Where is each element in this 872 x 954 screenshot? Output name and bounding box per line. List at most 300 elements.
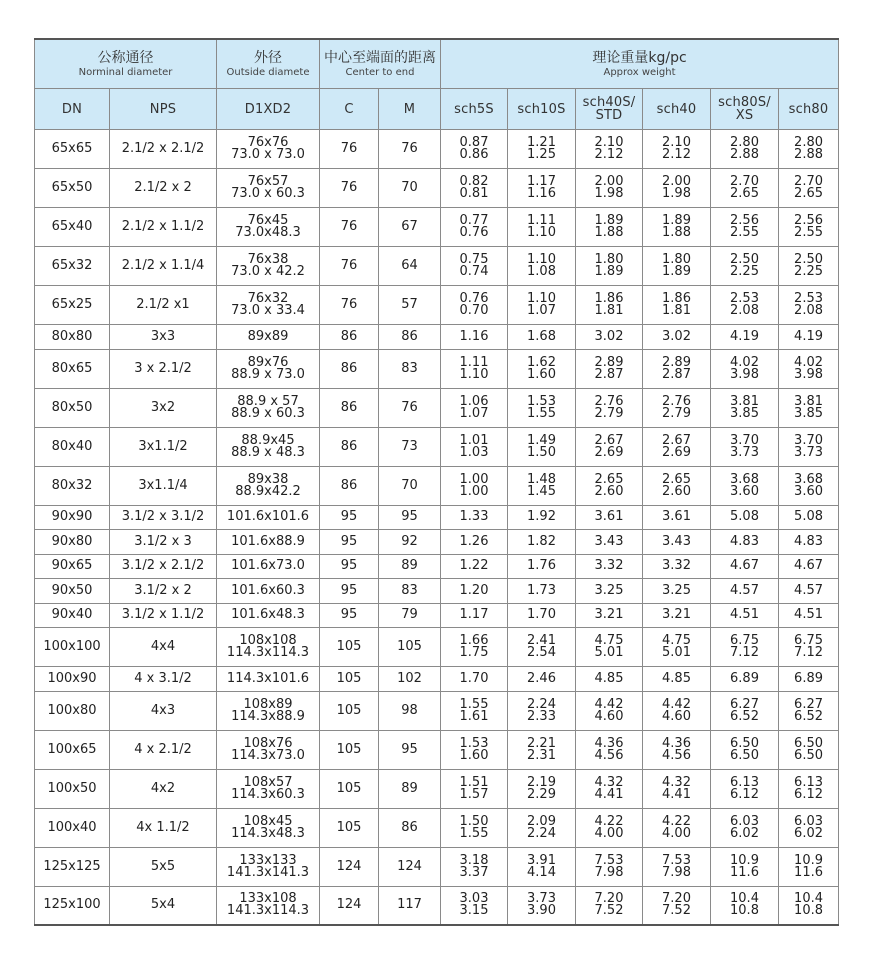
cell-sch40s bbox=[576, 169, 643, 208]
cell-d1xd2-line2: 88.9 x 60.3 bbox=[231, 405, 305, 421]
col-m: M bbox=[379, 89, 441, 130]
cell-sch80-line1: 2.50 bbox=[794, 252, 823, 267]
cell-sch80-line2: 11.6 bbox=[794, 864, 823, 880]
cell-sch40 bbox=[643, 325, 711, 350]
cell-sch5s bbox=[441, 247, 508, 286]
cell-sch80s bbox=[711, 554, 779, 579]
cell-dn-line1: 90x80 bbox=[51, 533, 93, 549]
cell-sch80s bbox=[711, 667, 779, 692]
cell-d1xd2-line2: 73.0 x 33.4 bbox=[231, 303, 305, 318]
cell-sch40s-line2: 2.12 bbox=[594, 147, 624, 162]
cell-dn-line1: 65x50 bbox=[51, 180, 93, 195]
cell-sch5s-line1: 1.26 bbox=[459, 533, 489, 549]
cell-sch40s-line2: 7.98 bbox=[594, 864, 624, 880]
cell-m bbox=[379, 530, 441, 555]
cell-m-line1: 89 bbox=[401, 780, 418, 796]
cell-sch80s-line1: 2.80 bbox=[730, 135, 759, 150]
cell-sch40s-line1: 2.67 bbox=[594, 432, 624, 448]
cell-sch40-line1: 3.21 bbox=[662, 607, 691, 623]
cell-sch40-line2: 2.69 bbox=[662, 444, 691, 460]
table-row bbox=[35, 247, 839, 286]
cell-sch40 bbox=[643, 427, 711, 466]
cell-sch10s-line1: 2.19 bbox=[527, 774, 556, 790]
cell-d1xd2 bbox=[217, 554, 320, 579]
cell-c-line1: 95 bbox=[340, 607, 358, 623]
cell-c bbox=[320, 808, 379, 847]
col-std-label: STD bbox=[595, 108, 623, 123]
cell-sch40s-line1: 1.89 bbox=[594, 213, 624, 228]
cell-m bbox=[379, 847, 441, 886]
cell-sch80-line1: 2.56 bbox=[794, 213, 823, 228]
cell-sch10s bbox=[508, 388, 576, 427]
cell-sch80s-line1: 6.13 bbox=[730, 774, 759, 790]
cell-sch10s-line1: 1.82 bbox=[527, 533, 556, 549]
cell-m-line1: 102 bbox=[397, 670, 422, 686]
cell-sch40-line2: 4.41 bbox=[662, 786, 691, 802]
cell-c-line1: 95 bbox=[340, 558, 358, 574]
cell-sch80s-line1: 3.70 bbox=[730, 432, 759, 448]
cell-c-line1: 86 bbox=[340, 328, 358, 344]
cell-dn-line1: 80x40 bbox=[51, 438, 93, 454]
cell-sch40-line2: 7.52 bbox=[662, 903, 691, 919]
cell-sch80s bbox=[711, 247, 779, 286]
cell-d1xd2 bbox=[217, 530, 320, 555]
cell-d1xd2-line2: 114.3x114.3 bbox=[226, 645, 310, 660]
cell-sch40s bbox=[576, 603, 643, 628]
cell-nps-line1: 3.1/2 x 3.1/2 bbox=[121, 509, 205, 525]
cell-sch80s-line1: 10.4 bbox=[730, 891, 759, 907]
cell-sch80s-line2: 6.12 bbox=[730, 786, 759, 802]
table-row bbox=[35, 808, 839, 847]
cell-sch5s bbox=[441, 808, 508, 847]
cell-c-line1: 105 bbox=[336, 639, 362, 654]
cell-dn-line1: 80x65 bbox=[51, 360, 93, 376]
cell-sch80s-line1: 6.50 bbox=[730, 735, 759, 751]
cell-nps-line1: 2.1/2 x 2 bbox=[134, 180, 192, 195]
cell-d1xd2 bbox=[217, 388, 320, 427]
cell-m-line1: 70 bbox=[401, 180, 418, 195]
cell-sch10s bbox=[508, 325, 576, 350]
cell-nps bbox=[110, 286, 217, 325]
cell-d1xd2-line1: 101.6x101.6 bbox=[226, 509, 310, 525]
cell-m bbox=[379, 505, 441, 530]
cell-sch5s-line1: 1.20 bbox=[459, 582, 489, 598]
col-sch80s-label: sch80S/ bbox=[718, 95, 771, 110]
cell-nps-line1: 4 x 3.1/2 bbox=[134, 670, 192, 686]
cell-sch80-line1: 6.75 bbox=[794, 633, 823, 648]
cell-nps-line1: 5x5 bbox=[150, 858, 176, 874]
cell-nps-line1: 3x2 bbox=[150, 399, 176, 415]
cell-sch80s bbox=[711, 388, 779, 427]
cell-sch80-line2: 2.25 bbox=[794, 264, 823, 279]
cell-sch80s bbox=[711, 886, 779, 925]
table-row bbox=[35, 208, 839, 247]
cell-sch80-line1: 4.02 bbox=[794, 354, 823, 370]
cell-nps bbox=[110, 427, 217, 466]
cell-dn bbox=[35, 169, 110, 208]
table-row bbox=[35, 847, 839, 886]
cell-sch80 bbox=[779, 349, 839, 388]
cell-sch80-line2: 6.12 bbox=[794, 786, 823, 802]
cell-d1xd2 bbox=[217, 427, 320, 466]
cell-sch40-line1: 4.36 bbox=[662, 735, 691, 751]
cell-sch80 bbox=[779, 667, 839, 692]
cell-sch5s bbox=[441, 349, 508, 388]
cell-m-line1: 79 bbox=[401, 607, 418, 623]
cell-d1xd2 bbox=[217, 691, 320, 730]
cell-sch40-line2: 4.00 bbox=[662, 825, 691, 841]
cell-sch10s-line2: 1.25 bbox=[527, 147, 556, 162]
cell-sch80s-line1: 2.53 bbox=[730, 291, 759, 306]
cell-sch5s bbox=[441, 667, 508, 692]
cell-m-line1: 73 bbox=[401, 438, 418, 454]
cell-sch40s-line1: 4.36 bbox=[594, 735, 624, 751]
cell-sch80-line1: 5.08 bbox=[794, 509, 823, 525]
cell-sch5s-line2: 0.70 bbox=[459, 303, 489, 318]
cell-c-line1: 86 bbox=[340, 399, 358, 415]
cell-sch80-line1: 4.19 bbox=[794, 328, 823, 344]
cell-sch40-line1: 4.32 bbox=[662, 774, 691, 790]
cell-sch40s-line1: 7.53 bbox=[594, 852, 624, 868]
cell-sch40s-line2: 4.60 bbox=[594, 708, 624, 724]
cell-sch80s bbox=[711, 730, 779, 769]
outside-diameter-header bbox=[217, 39, 320, 89]
cell-c-line1: 86 bbox=[340, 360, 358, 376]
outside-diameter-en: Outside diamete bbox=[226, 66, 310, 78]
cell-sch5s-line1: 1.22 bbox=[459, 558, 489, 574]
cell-m-line1: 105 bbox=[397, 639, 422, 654]
cell-sch40 bbox=[643, 667, 711, 692]
cell-sch5s-line1: 1.70 bbox=[459, 670, 489, 686]
cell-d1xd2 bbox=[217, 886, 320, 925]
cell-sch10s-line2: 2.31 bbox=[527, 747, 556, 763]
table-row bbox=[35, 286, 839, 325]
table-row bbox=[35, 130, 839, 169]
cell-c-line1: 124 bbox=[336, 858, 362, 874]
cell-sch40-line1: 3.02 bbox=[662, 328, 691, 344]
table-row bbox=[35, 427, 839, 466]
table-row bbox=[35, 349, 839, 388]
cell-dn bbox=[35, 466, 110, 505]
cell-m-line1: 92 bbox=[401, 533, 418, 549]
cell-nps-line1: 3x1.1/2 bbox=[138, 438, 188, 454]
cell-sch40-line1: 3.32 bbox=[662, 558, 691, 574]
cell-nps-line1: 5x4 bbox=[150, 897, 176, 913]
cell-dn-line1: 90x90 bbox=[51, 509, 93, 525]
cell-sch40 bbox=[643, 530, 711, 555]
cell-sch80s-line2: 3.73 bbox=[730, 444, 759, 460]
cell-sch5s-line1: 1.17 bbox=[459, 607, 489, 623]
cell-nps-line1: 2.1/2 x 2.1/2 bbox=[121, 141, 205, 156]
cell-c-line1: 76 bbox=[340, 180, 358, 195]
cell-d1xd2 bbox=[217, 667, 320, 692]
cell-sch10s bbox=[508, 603, 576, 628]
cell-m-line1: 76 bbox=[401, 141, 418, 156]
cell-sch80s bbox=[711, 208, 779, 247]
cell-sch5s-line2: 3.15 bbox=[459, 903, 489, 919]
cell-sch80-line1: 4.83 bbox=[794, 533, 823, 549]
cell-sch40s-line2: 2.79 bbox=[594, 405, 624, 421]
table-row bbox=[35, 628, 839, 667]
cell-c-line1: 124 bbox=[336, 897, 362, 913]
cell-sch80s-line2: 2.88 bbox=[730, 147, 759, 162]
cell-sch40s bbox=[576, 808, 643, 847]
cell-sch40 bbox=[643, 769, 711, 808]
cell-sch40s-line2: 4.56 bbox=[594, 747, 624, 763]
cell-nps bbox=[110, 325, 217, 350]
cell-d1xd2 bbox=[217, 730, 320, 769]
cell-nps bbox=[110, 886, 217, 925]
cell-d1xd2-line2: 114.3x73.0 bbox=[231, 747, 305, 763]
cell-nps bbox=[110, 505, 217, 530]
cell-sch40s bbox=[576, 628, 643, 667]
cell-d1xd2 bbox=[217, 349, 320, 388]
cell-sch40 bbox=[643, 466, 711, 505]
cell-m bbox=[379, 769, 441, 808]
cell-sch10s bbox=[508, 628, 576, 667]
cell-sch80-line1: 6.13 bbox=[794, 774, 823, 790]
col-dn: DN bbox=[35, 89, 110, 130]
cell-sch40s-line1: 7.20 bbox=[594, 891, 624, 907]
cell-sch80-line1: 2.80 bbox=[794, 135, 823, 150]
cell-sch40s-line1: 4.75 bbox=[594, 633, 624, 648]
cell-sch5s bbox=[441, 886, 508, 925]
cell-m-line1: 67 bbox=[401, 219, 418, 234]
cell-sch5s bbox=[441, 505, 508, 530]
cell-sch40s-line1: 2.10 bbox=[594, 135, 624, 150]
cell-nps-line1: 3x3 bbox=[150, 328, 176, 344]
cell-d1xd2-line1: 101.6x73.0 bbox=[231, 558, 305, 574]
cell-m-line1: 57 bbox=[401, 297, 418, 312]
cell-sch80s-line1: 2.70 bbox=[730, 174, 759, 189]
cell-sch40s-line2: 2.87 bbox=[594, 366, 624, 382]
cell-sch40s-line1: 2.89 bbox=[594, 354, 624, 370]
cell-sch10s bbox=[508, 505, 576, 530]
cell-sch40s bbox=[576, 530, 643, 555]
cell-nps bbox=[110, 730, 217, 769]
cell-m bbox=[379, 427, 441, 466]
cell-sch40 bbox=[643, 808, 711, 847]
cell-sch80-line1: 3.68 bbox=[794, 471, 823, 487]
cell-m-line1: 98 bbox=[401, 702, 418, 718]
cell-sch10s-line1: 2.24 bbox=[527, 696, 556, 712]
cell-nps bbox=[110, 603, 217, 628]
cell-sch10s bbox=[508, 847, 576, 886]
cell-m bbox=[379, 808, 441, 847]
cell-sch80s-line1: 6.03 bbox=[730, 813, 759, 829]
cell-c-line1: 76 bbox=[340, 219, 358, 234]
cell-d1xd2-line1: 108x45 bbox=[243, 813, 293, 829]
cell-sch10s bbox=[508, 769, 576, 808]
cell-sch80 bbox=[779, 325, 839, 350]
cell-d1xd2-line1: 76x57 bbox=[247, 174, 289, 189]
cell-sch10s-line2: 2.29 bbox=[527, 786, 556, 802]
cell-sch80s bbox=[711, 579, 779, 604]
cell-dn-line1: 90x65 bbox=[51, 558, 93, 574]
cell-sch40 bbox=[643, 208, 711, 247]
cell-sch80s bbox=[711, 808, 779, 847]
cell-sch40s bbox=[576, 730, 643, 769]
cell-sch40s bbox=[576, 247, 643, 286]
cell-sch5s bbox=[441, 130, 508, 169]
cell-sch40s-line1: 3.02 bbox=[594, 328, 624, 344]
cell-sch40s-line2: 2.60 bbox=[594, 483, 624, 499]
cell-sch5s-line1: 1.50 bbox=[459, 813, 489, 829]
cell-sch5s bbox=[441, 530, 508, 555]
cell-dn bbox=[35, 769, 110, 808]
cell-m bbox=[379, 730, 441, 769]
cell-sch80-line2: 10.8 bbox=[794, 903, 823, 919]
cell-sch40s-line1: 3.32 bbox=[594, 558, 624, 574]
cell-sch80-line1: 6.89 bbox=[794, 670, 823, 686]
cell-m-line1: 83 bbox=[401, 360, 418, 376]
cell-nps bbox=[110, 349, 217, 388]
cell-sch5s-line2: 1.75 bbox=[459, 645, 489, 660]
cell-sch80s-line2: 2.25 bbox=[730, 264, 759, 279]
cell-sch10s-line2: 1.08 bbox=[527, 264, 556, 279]
cell-d1xd2-line2: 73.0 x 73.0 bbox=[231, 147, 305, 162]
cell-d1xd2 bbox=[217, 769, 320, 808]
cell-sch80-line2: 3.98 bbox=[794, 366, 823, 382]
cell-nps-line1: 4x4 bbox=[150, 639, 176, 654]
cell-sch80s-line1: 10.9 bbox=[730, 852, 759, 868]
cell-sch40-line1: 7.53 bbox=[662, 852, 691, 868]
cell-sch40s-line1: 3.61 bbox=[594, 509, 624, 525]
cell-sch80s-line2: 3.85 bbox=[730, 405, 759, 421]
cell-sch40-line1: 1.89 bbox=[662, 213, 691, 228]
cell-sch5s-line1: 0.75 bbox=[459, 252, 489, 267]
cell-dn-line1: 90x40 bbox=[51, 607, 93, 623]
cell-sch40 bbox=[643, 579, 711, 604]
table-row bbox=[35, 886, 839, 925]
cell-sch5s bbox=[441, 325, 508, 350]
cell-dn bbox=[35, 628, 110, 667]
cell-sch40-line1: 2.65 bbox=[662, 471, 691, 487]
cell-nps bbox=[110, 466, 217, 505]
cell-c-line1: 86 bbox=[340, 477, 358, 493]
cell-c bbox=[320, 530, 379, 555]
cell-m bbox=[379, 579, 441, 604]
cell-nps bbox=[110, 208, 217, 247]
cell-m bbox=[379, 247, 441, 286]
cell-nps-line1: 3.1/2 x 3 bbox=[134, 533, 192, 549]
cell-sch40s-line1: 2.65 bbox=[594, 471, 624, 487]
cell-sch40s bbox=[576, 579, 643, 604]
cell-nps-line1: 2.1/2 x 1.1/4 bbox=[121, 258, 205, 273]
cell-sch80-line1: 3.81 bbox=[794, 393, 823, 409]
cell-sch80s bbox=[711, 169, 779, 208]
cell-sch80s-line2: 3.98 bbox=[730, 366, 759, 382]
cell-sch80s bbox=[711, 628, 779, 667]
cell-sch5s-line1: 1.01 bbox=[459, 432, 489, 448]
cell-nps-line1: 3.1/2 x 2 bbox=[134, 582, 192, 598]
cell-m-line1: 76 bbox=[401, 399, 418, 415]
center-to-end-header bbox=[320, 39, 441, 89]
cell-sch10s-line1: 3.73 bbox=[527, 891, 556, 907]
cell-sch10s bbox=[508, 730, 576, 769]
cell-sch80-line1: 6.03 bbox=[794, 813, 823, 829]
cell-sch10s-line2: 1.60 bbox=[527, 366, 556, 382]
cell-sch5s bbox=[441, 169, 508, 208]
cell-c bbox=[320, 554, 379, 579]
cell-sch5s-line1: 1.51 bbox=[459, 774, 489, 790]
approx-weight-zh: 理论重量kg/pc bbox=[592, 49, 687, 66]
cell-d1xd2 bbox=[217, 247, 320, 286]
cell-sch40-line2: 5.01 bbox=[662, 645, 691, 660]
cell-d1xd2 bbox=[217, 130, 320, 169]
col-sch10s: sch10S bbox=[508, 89, 576, 130]
cell-c bbox=[320, 325, 379, 350]
cell-sch10s bbox=[508, 349, 576, 388]
table-row bbox=[35, 466, 839, 505]
cell-sch5s-line1: 3.03 bbox=[459, 891, 489, 907]
cell-sch80 bbox=[779, 886, 839, 925]
cell-sch10s bbox=[508, 530, 576, 555]
cell-sch80s-line1: 4.51 bbox=[730, 607, 759, 623]
cell-d1xd2 bbox=[217, 847, 320, 886]
cell-sch80-line1: 4.57 bbox=[794, 582, 823, 598]
cell-c bbox=[320, 691, 379, 730]
cell-m bbox=[379, 286, 441, 325]
cell-sch40 bbox=[643, 388, 711, 427]
cell-sch80s-line1: 6.89 bbox=[730, 670, 759, 686]
cell-sch40-line2: 2.12 bbox=[662, 147, 691, 162]
cell-sch40 bbox=[643, 554, 711, 579]
cell-sch80 bbox=[779, 169, 839, 208]
cell-nps-line1: 4x3 bbox=[150, 702, 176, 718]
cell-m-line1: 86 bbox=[401, 328, 418, 344]
cell-d1xd2-line1: 114.3x101.6 bbox=[226, 670, 310, 686]
cell-sch80 bbox=[779, 808, 839, 847]
cell-sch40s bbox=[576, 325, 643, 350]
cell-sch10s bbox=[508, 247, 576, 286]
cell-dn bbox=[35, 388, 110, 427]
cell-m-line1: 95 bbox=[401, 509, 418, 525]
cell-sch40 bbox=[643, 847, 711, 886]
cell-sch80 bbox=[779, 691, 839, 730]
nominal-diameter-en: Norminal diameter bbox=[78, 66, 173, 78]
cell-dn bbox=[35, 325, 110, 350]
cell-sch80 bbox=[779, 554, 839, 579]
cell-sch10s bbox=[508, 169, 576, 208]
cell-m-line1: 124 bbox=[397, 858, 422, 874]
cell-sch5s-line2: 0.86 bbox=[459, 147, 489, 162]
cell-sch40s-line2: 4.41 bbox=[594, 786, 624, 802]
cell-dn-line1: 100x50 bbox=[47, 780, 97, 796]
cell-sch80s-line1: 4.67 bbox=[730, 558, 759, 574]
cell-sch10s bbox=[508, 808, 576, 847]
table-row bbox=[35, 530, 839, 555]
cell-sch40s-line2: 5.01 bbox=[594, 645, 624, 660]
cell-sch5s-line1: 1.53 bbox=[459, 735, 489, 751]
cell-sch10s-line1: 1.62 bbox=[527, 354, 556, 370]
cell-sch40-line2: 1.98 bbox=[662, 186, 691, 201]
cell-d1xd2-line2: 114.3x88.9 bbox=[231, 708, 305, 724]
cell-sch80s bbox=[711, 427, 779, 466]
center-to-end-en: Center to end bbox=[345, 66, 415, 78]
cell-nps-line1: 3.1/2 x 2.1/2 bbox=[121, 558, 205, 574]
cell-c-line1: 95 bbox=[340, 533, 358, 549]
cell-c bbox=[320, 349, 379, 388]
cell-dn bbox=[35, 847, 110, 886]
cell-sch80s-line1: 4.02 bbox=[730, 354, 759, 370]
cell-m bbox=[379, 349, 441, 388]
cell-dn bbox=[35, 730, 110, 769]
cell-d1xd2-line1: 89x76 bbox=[247, 354, 289, 370]
cell-c bbox=[320, 169, 379, 208]
cell-sch5s bbox=[441, 769, 508, 808]
cell-sch5s-line1: 1.06 bbox=[459, 393, 489, 409]
